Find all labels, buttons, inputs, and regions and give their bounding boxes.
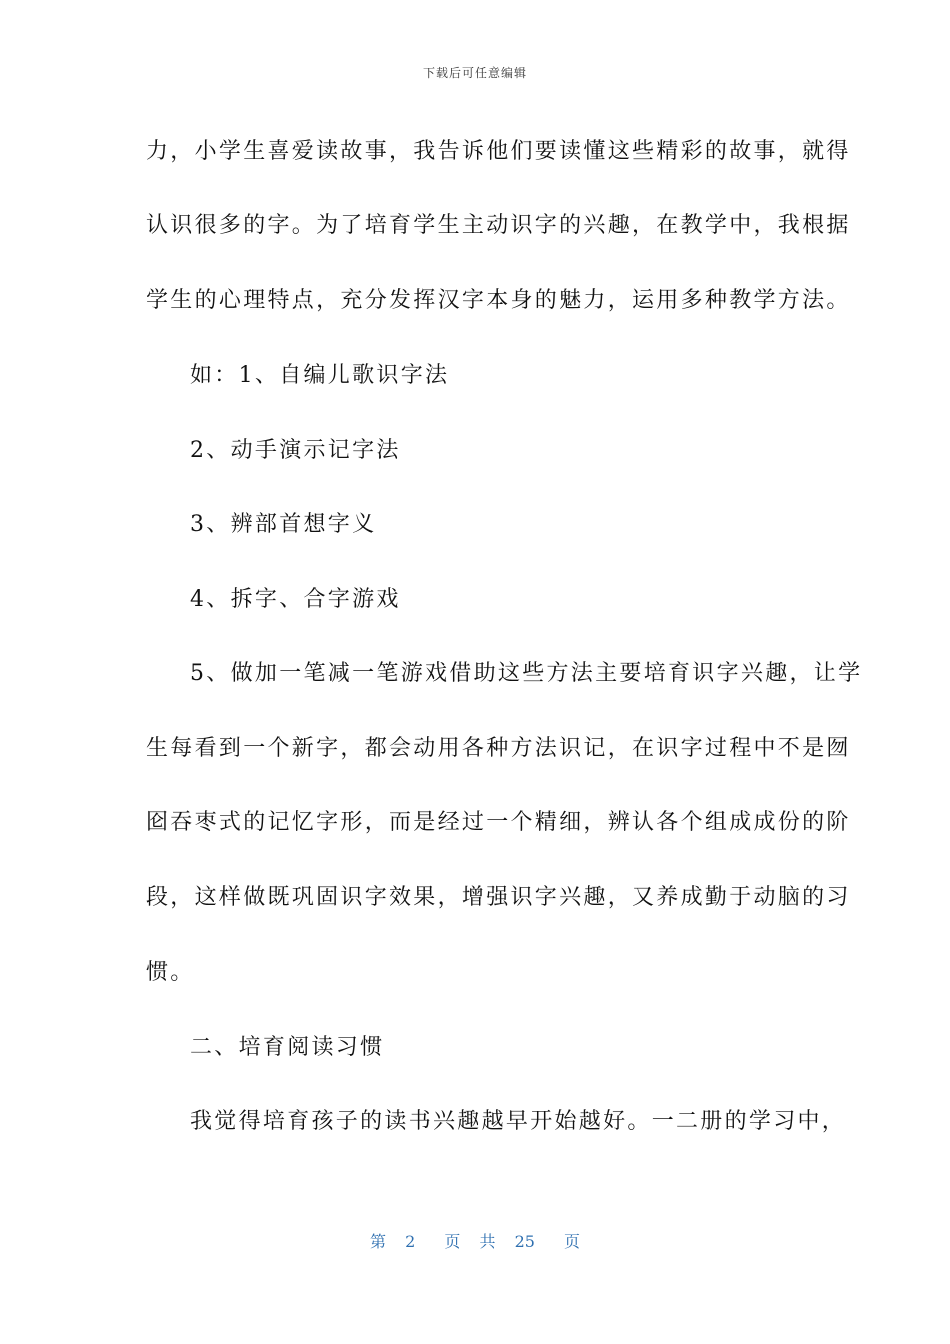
current-page-number: 2 bbox=[405, 1232, 416, 1251]
body-line: 3、辨部首想字义 bbox=[190, 512, 377, 537]
body-line: 生每看到一个新字，都会动用各种方法识记，在识字过程中不是囫 bbox=[146, 736, 851, 761]
body-line: 段，这样做既巩固识字效果，增强识字兴趣，又养成勤于动脑的习 bbox=[146, 885, 851, 910]
body-line: 惯。 bbox=[146, 960, 195, 985]
body-line: 囵吞枣式的记忆字形，而是经过一个精细，辨认各个组成成份的阶 bbox=[146, 810, 851, 835]
body-line: 认识很多的字。为了培育学生主动识字的兴趣，在教学中，我根据 bbox=[146, 213, 851, 238]
page-header-note: 下载后可任意编辑 bbox=[422, 66, 527, 80]
body-line: 力，小学生喜爱读故事，我告诉他们要读懂这些精彩的故事，就得 bbox=[146, 139, 851, 164]
total-pages-number: 25 bbox=[514, 1232, 535, 1251]
page-unit: 页 bbox=[444, 1232, 461, 1251]
body-line: 学生的心理特点，充分发挥汉字本身的魅力，运用多种教学方法。 bbox=[146, 288, 851, 313]
page-label: 第 bbox=[369, 1232, 386, 1251]
body-line: 我觉得培育孩子的读书兴趣越早开始越好。一二册的学习中， bbox=[190, 1109, 847, 1134]
body-line: 4、拆字、合字游戏 bbox=[190, 587, 401, 612]
body-line: 5、做加一笔减一笔游戏借助这些方法主要培育识字兴趣，让学 bbox=[190, 661, 863, 686]
total-unit: 页 bbox=[564, 1232, 581, 1251]
body-line: 2、动手演示记字法 bbox=[190, 438, 401, 463]
page-footer bbox=[0, 1229, 950, 1252]
section-heading: 二、培育阅读习惯 bbox=[190, 1035, 385, 1060]
body-line: 如：1、自编儿歌识字法 bbox=[190, 363, 450, 388]
total-label: 共 bbox=[479, 1232, 496, 1251]
